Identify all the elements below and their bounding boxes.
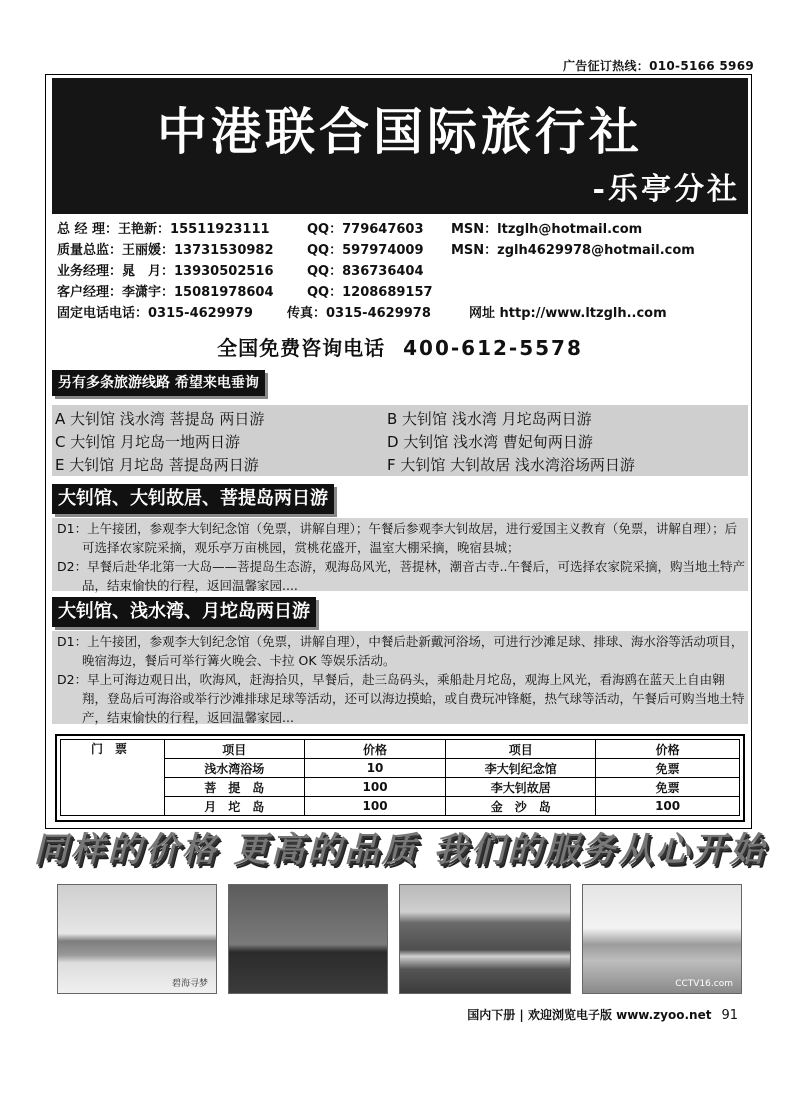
cell: 免票 [596, 759, 740, 778]
contact-msn: MSN：ltzglh@hotmail.com [451, 222, 643, 237]
ticket-table [60, 739, 740, 816]
cell: 100 [596, 797, 740, 816]
free-hotline [0, 332, 800, 361]
cell: 100 [304, 797, 446, 816]
cell: 100 [304, 778, 446, 797]
footer-text: 国内下册 | 欢迎浏览电子版 www.zyoo.net [467, 1008, 712, 1022]
ticket-label: 门 票 [61, 740, 165, 816]
tour1-day1: D1：上午接团，参观李大钊纪念馆（免票，讲解自理）；午餐后参观李大钊故居，进行爱国主义教育（免票，讲解自理）；后可选择农家院采摘，观乐亭万亩桃园，赏桃花盛开，温室大棚采摘，晚宿县城； [57, 521, 738, 555]
route-item: F 大钊馆 大钊故居 浅水湾浴场两日游 [387, 456, 635, 474]
contact-name: 客户经理：李潇宇：15081978604 [57, 285, 274, 300]
col-header: 价格 [304, 740, 446, 759]
ad-hotline: 广告征订热线：010-5166 5969 [562, 59, 754, 73]
beach-photo-1 [57, 884, 217, 994]
tour2-heading: 大钊馆、浅水湾、月坨岛两日游 [52, 597, 316, 627]
cell: 月 坨 岛 [164, 797, 304, 816]
col-header: 价格 [596, 740, 740, 759]
free-hotline-number: 400-612-5578 [403, 336, 583, 360]
cell: 金 沙 岛 [446, 797, 596, 816]
routes-heading: 另有多条旅游线路 希望来电垂询 [52, 370, 265, 396]
contact-qq: QQ：597974009 [307, 243, 424, 258]
free-hotline-label: 全国免费咨询电话 [217, 336, 386, 360]
contact-msn: MSN：zglh4629978@hotmail.com [451, 243, 695, 258]
contact-name: 质量总监：王丽媛：13731530982 [57, 243, 274, 258]
routes-box [52, 405, 748, 476]
fax: 传真：0315-4629978 [287, 306, 431, 321]
tour2-day2: D2：早上可海边观日出，吹海风，赶海拾贝，早餐后，赴三岛码头，乘船赴月坨岛，观海上风光，看海鸥在蓝天上自由翱翔，登岛后可海浴或举行沙滩排球足球等活动，还可以海边摸蛤，或自费玩冲锋艇，热气球等活动，午餐后可购当地土特产，结束愉快的行程，返回温馨家园... [57, 672, 745, 725]
col-header: 项目 [164, 740, 304, 759]
tour2-itinerary [52, 631, 748, 724]
tour1-day2: D2：早餐后赴华北第一大岛——菩提岛生态游，观海岛风光，菩提林，潮音古寺..午餐后，可选择农家院采摘，购当地土特产品，结束愉快的行程，返回温馨家园.... [57, 559, 746, 593]
cell: 免票 [596, 778, 740, 797]
contact-name: 业务经理：晁 月：13930502516 [57, 264, 274, 279]
tour2-day1: D1：上午接团，参观李大钊纪念馆（免票，讲解自理），中餐后赴新戴河浴场，可进行沙滩足球、排球、海水浴等活动项目，晚宿海边，餐后可举行篝火晚会、卡拉 OK 等娱乐活动。 [57, 634, 744, 668]
route-item: E 大钊馆 月坨岛 菩提岛两日游 [55, 456, 259, 474]
sea-waves-photo [399, 884, 571, 994]
agency-title: 中港联合国际旅行社 [157, 103, 643, 161]
beach-umbrellas-photo [582, 884, 742, 994]
branch-name: -乐亭分社 [592, 172, 740, 207]
contact-name: 总 经 理：王艳新：15511923111 [57, 222, 270, 237]
col-header: 项目 [446, 740, 596, 759]
contact-qq: QQ：779647603 [307, 222, 424, 237]
tour1-heading: 大钊馆、大钊故居、菩提岛两日游 [52, 484, 334, 514]
page-number: 91 [721, 1008, 738, 1023]
cell: 浅水湾浴场 [164, 759, 304, 778]
tour1-itinerary [52, 518, 748, 591]
website: 网址 http://www.ltzglh..com [469, 306, 667, 321]
route-item: A 大钊馆 浅水湾 菩提岛 两日游 [55, 410, 265, 428]
phone: 固定电话电话：0315-4629979 [57, 306, 253, 321]
contact-qq: QQ：836736404 [307, 264, 424, 279]
slogan: 同样的价格 更高的品质 我们的服务从心开始 [33, 830, 767, 870]
photo-caption: 碧海寻梦 [171, 979, 208, 989]
cell: 菩 提 岛 [164, 778, 304, 797]
route-item: C 大钊馆 月坨岛一地两日游 [55, 433, 241, 451]
route-item: B 大钊馆 浅水湾 月坨岛两日游 [387, 410, 592, 428]
table-row [61, 740, 740, 759]
cell: 10 [304, 759, 446, 778]
route-item: D 大钊馆 浅水湾 曹妃甸两日游 [387, 433, 593, 451]
cell: 李大钊纪念馆 [446, 759, 596, 778]
photo-caption: CCTV16.com [675, 979, 733, 989]
footer [467, 1006, 738, 1023]
contact-qq: QQ：1208689157 [307, 285, 433, 300]
banner [52, 78, 748, 214]
sailing-photo [228, 884, 388, 994]
ticket-table-frame [55, 734, 745, 822]
cell: 李大钊故居 [446, 778, 596, 797]
